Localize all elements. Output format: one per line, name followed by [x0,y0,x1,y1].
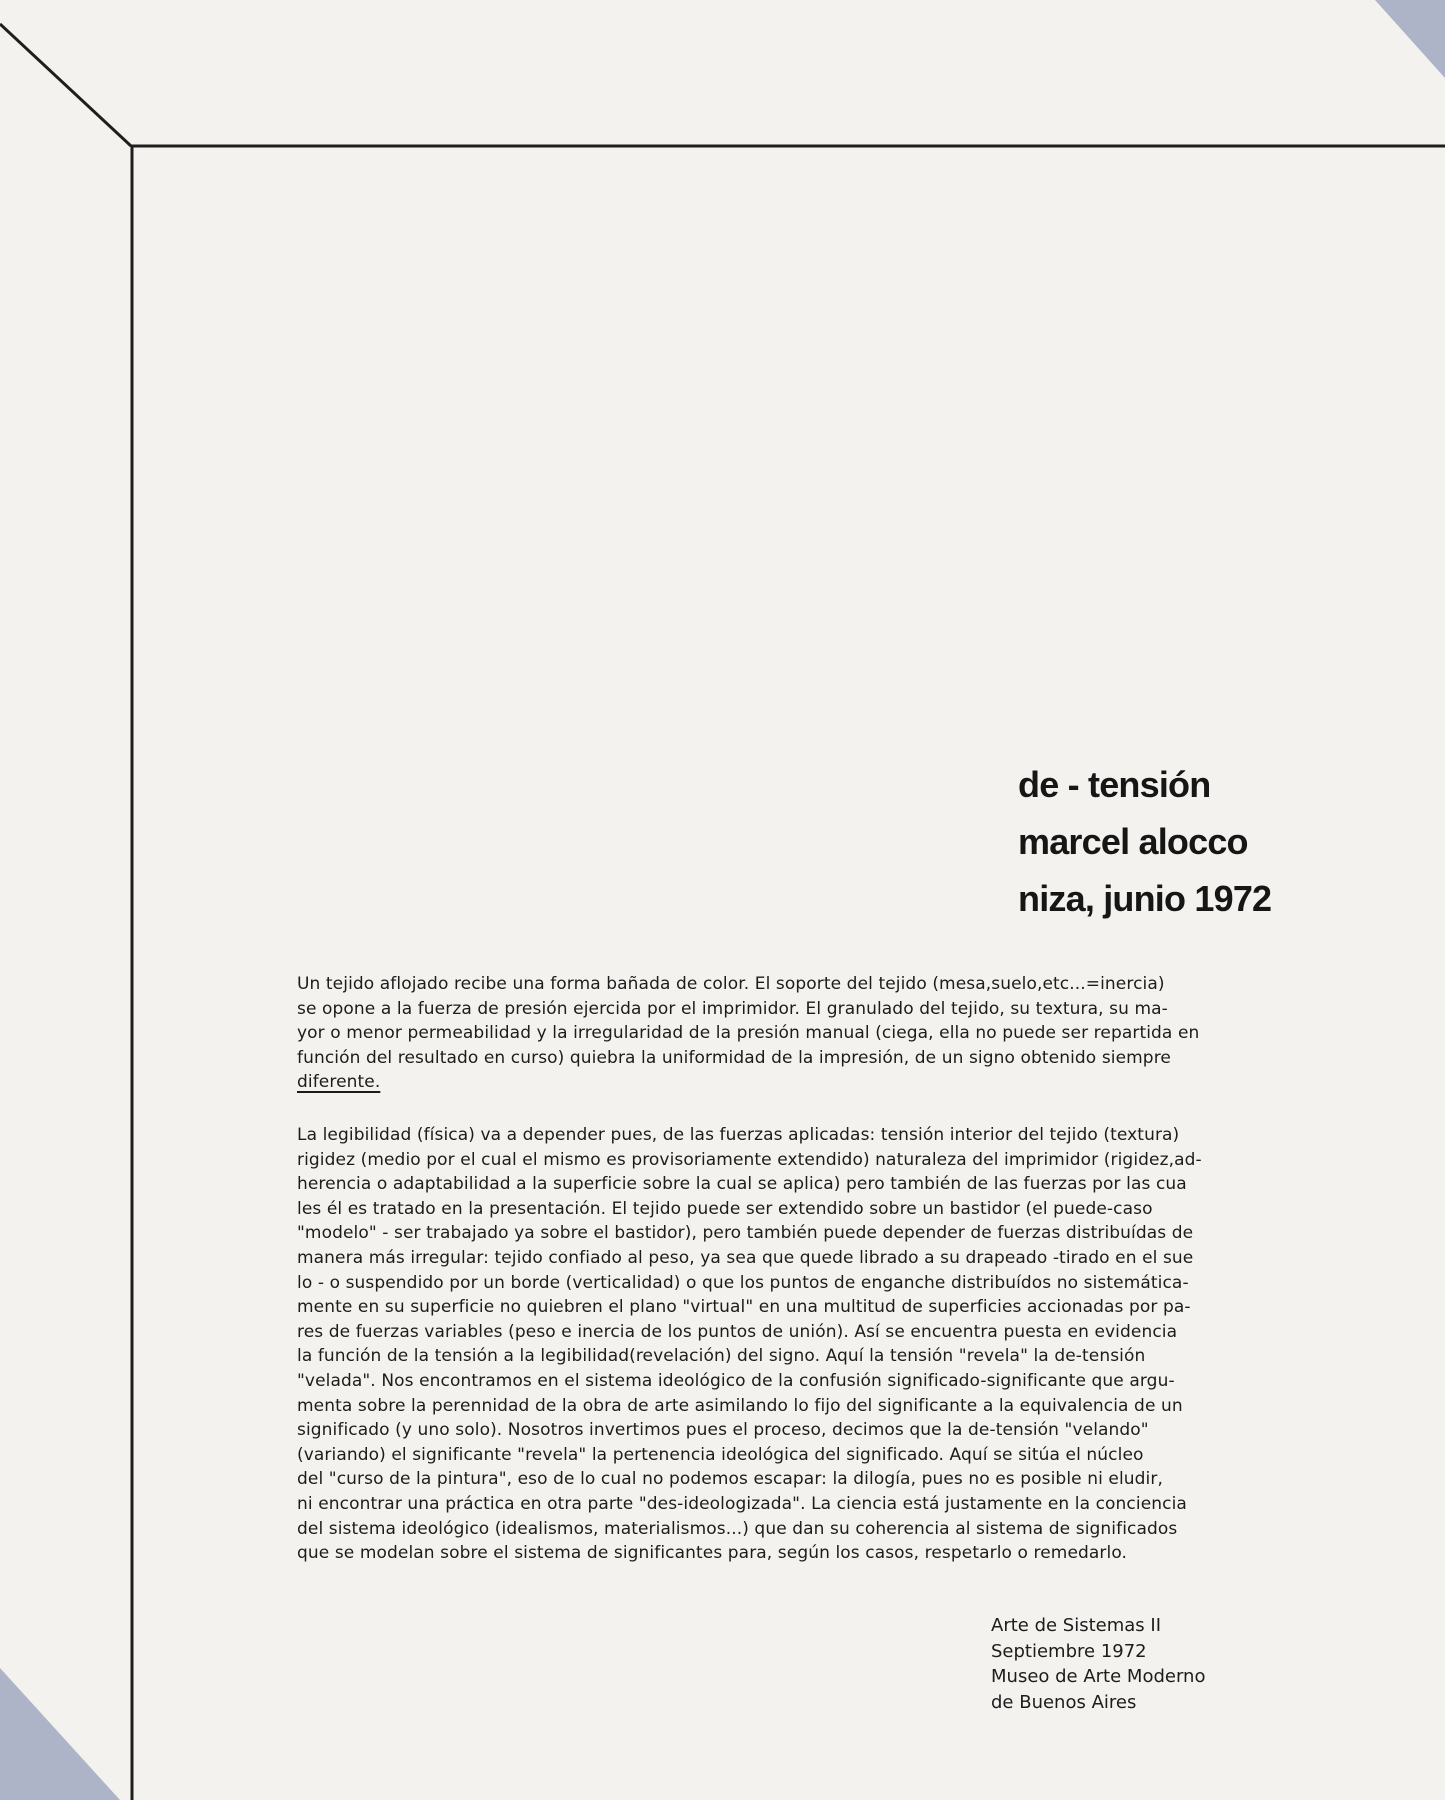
title-place-date: niza, junio 1972 [1018,878,1272,919]
title-artist: marcel alocco [1018,821,1248,862]
paragraph-1 [297,972,1282,1095]
text-line: rigidez (medio por el cual el mismo es provisoriamente extendido) naturaleza del imprimidor (rigidez,ad- [297,1149,1202,1170]
text-line: yor o menor permeabilidad y la irregularidad de la presión manual (ciega, ella no puede ser repartida en [297,1023,1200,1044]
text-line: que se modelan sobre el sistema de significantes para, según los casos, respetarlo o remedarlo. [297,1543,1128,1564]
text-line: función del resultado en curso) quiebra la uniformidad de la impresión, de un signo obtenido siempre [297,1047,1171,1068]
footer-city: de Buenos Aires [991,1691,1137,1713]
text-line: manera más irregular: tejido confiado al peso, ya sea que quede librado a su drapeado -tirado en el sue [297,1247,1194,1268]
text-line: lo - o suspendido por un borde (verticalidad) o que los puntos de enganche distribuídos no sistemática- [297,1272,1189,1293]
text-line: res de fuerzas variables (peso e inercia de los puntos de unión). Así se encuentra puesta en evidencia [297,1321,1178,1342]
text-line: La legibilidad (física) va a depender pues, de las fuerzas aplicadas: tensión interior del tejido (textura) [297,1125,1180,1145]
text-line: "velada". Nos encontramos en el sistema ideológico de la confusión significado-significante que argu- [297,1370,1175,1391]
text-line: del "curso de la pintura", eso de lo cual no podemos escapar: la dilogía, pues no es posible ni eludir, [297,1469,1163,1490]
text-line: significado (y uno solo). Nosotros invertimos pues el proceso, decimos que la de-tensión "velando" [297,1420,1149,1441]
footer-museum: Museo de Arte Moderno [991,1666,1206,1687]
text-line: Un tejido aflojado recibe una forma bañada de color. El soporte del tejido (mesa,suelo,etc...=inercia) [297,974,1165,994]
text-line: menta sobre la perennidad de la obra de arte asimilando lo fijo del significante a la equivalencia de un [297,1395,1183,1416]
footer-date: Septiembre 1972 [991,1640,1147,1662]
title-work: de - tensión [1018,764,1211,805]
text-line: ni encontrar una práctica en otra parte "des-ideologizada". La ciencia está justamente en la conciencia [297,1493,1187,1514]
text-line: del sistema ideológico (idealismos, materialismos...) que dan su coherencia al sistema de significados [297,1518,1178,1539]
text-line: (variando) el significante "revela" la pertenencia ideológica del significado. Aquí se sitúa el núcleo [297,1444,1144,1465]
text-line: les él es tratado en la presentación. El tejido puede ser extendido sobre un bastidor (el puede-caso [297,1198,1153,1219]
text-line: la función de la tensión a la legibilidad(revelación) del signo. Aquí la tensión "revela" la de-tensión [297,1346,1146,1367]
footer-credits [991,1613,1205,1715]
text-line: "modelo" - ser trabajado ya sobre el bastidor), pero también puede depender de fuerzas distribuídas de [297,1223,1194,1244]
title-block [1018,756,1438,927]
text-line-underlined: diferente. [297,1072,381,1093]
footer-exhibition: Arte de Sistemas II [991,1615,1162,1636]
text-line: herencia o adaptabilidad a la superficie sobre la cual se aplica) pero también de las fuerzas por las cua [297,1174,1187,1195]
paragraph-2 [297,1123,1282,1566]
text-line: mente en su superficie no quiebren el plano "virtual" en una multitud de superficies accionadas por pa- [297,1297,1191,1318]
text-line: se opone a la fuerza de presión ejercida por el imprimidor. El granulado del tejido, su textura, su ma- [297,998,1168,1019]
